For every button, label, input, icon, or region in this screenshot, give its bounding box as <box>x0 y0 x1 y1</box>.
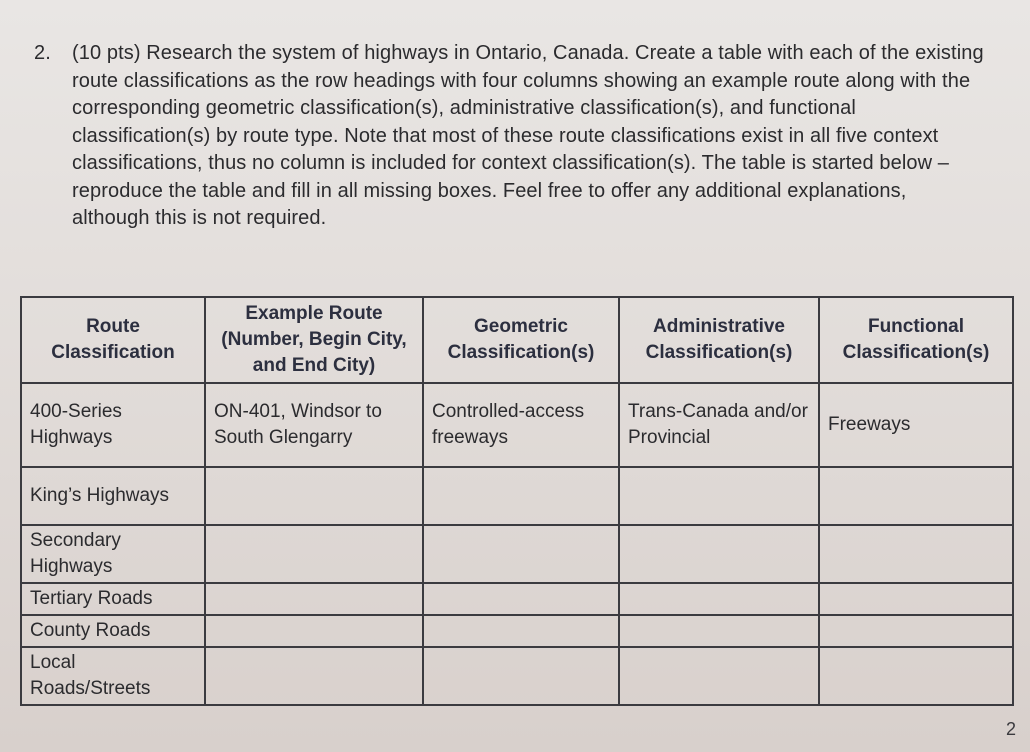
header-geometric-classification: Geometric Classification(s) <box>423 297 619 383</box>
geometric-classification-cell <box>423 615 619 647</box>
question-block <box>34 40 984 233</box>
header-route-classification: Route Classification <box>21 297 205 383</box>
page-number: 2 <box>1005 719 1016 739</box>
functional-classification-cell <box>819 467 1013 525</box>
example-route-cell <box>205 615 423 647</box>
route-classification-cell: King’s Highways <box>21 467 205 525</box>
header-example-route: Example Route (Number, Begin City, and End City) <box>205 297 423 383</box>
geometric-classification-cell <box>423 525 619 583</box>
table-row <box>21 647 1013 705</box>
geometric-classification-cell <box>423 467 619 525</box>
functional-classification-cell <box>819 583 1013 615</box>
table-row <box>21 583 1013 615</box>
example-route-cell <box>205 583 423 615</box>
question-number: 2. <box>34 42 51 64</box>
route-classification-cell: County Roads <box>21 615 205 647</box>
table-row <box>21 525 1013 583</box>
table-row <box>21 467 1013 525</box>
header-administrative-classification: Administrative Classification(s) <box>619 297 819 383</box>
header-functional-classification: Functional Classification(s) <box>819 297 1013 383</box>
geometric-classification-cell <box>423 647 619 705</box>
functional-classification-cell <box>819 615 1013 647</box>
route-classification-cell: Secondary Highways <box>21 525 205 583</box>
administrative-classification-cell <box>619 525 819 583</box>
route-classification-cell: 400-Series Highways <box>21 383 205 467</box>
table-header-row <box>21 297 1013 383</box>
administrative-classification-cell <box>619 583 819 615</box>
functional-classification-cell: Freeways <box>819 383 1013 467</box>
table-row <box>21 383 1013 467</box>
example-route-cell <box>205 467 423 525</box>
geometric-classification-cell: Controlled-access freeways <box>423 383 619 467</box>
question-text: (10 pts) Research the system of highways in Ontario, Canada. Create a table with each of the existing route classifications as the row headings with four columns showing an example route along with the corresponding geometric classification(s), administrative classification(s), and functional classification(s) by route type. Note that most of these route classifications exist in all five context classifications, thus no column is included for context classification(s). The table is started below – reproduce the table and fill in all missing boxes. Feel free to offer any additional explanations, although this is not required. <box>72 42 984 229</box>
classification-table <box>20 296 1014 706</box>
example-route-cell <box>205 647 423 705</box>
example-route-cell: ON-401, Windsor to South Glengarry <box>205 383 423 467</box>
route-classification-cell: Tertiary Roads <box>21 583 205 615</box>
functional-classification-cell <box>819 647 1013 705</box>
administrative-classification-cell <box>619 467 819 525</box>
functional-classification-cell <box>819 525 1013 583</box>
example-route-cell <box>205 525 423 583</box>
administrative-classification-cell <box>619 647 819 705</box>
administrative-classification-cell <box>619 615 819 647</box>
geometric-classification-cell <box>423 583 619 615</box>
table-row <box>21 615 1013 647</box>
route-classification-cell: Local Roads/Streets <box>21 647 205 705</box>
administrative-classification-cell: Trans-Canada and/or Provincial <box>619 383 819 467</box>
